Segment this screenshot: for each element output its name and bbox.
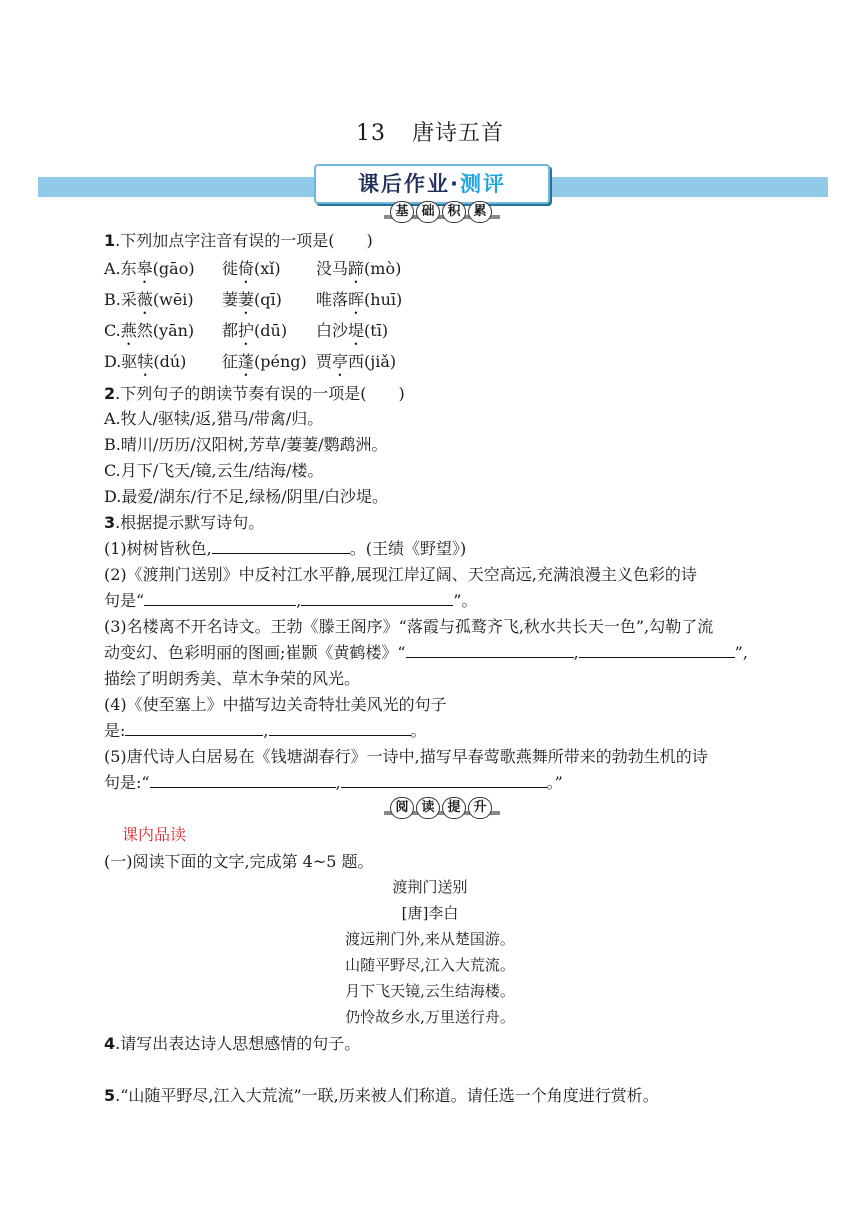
- q4-stem: 4.请写出表达诗人思想感情的句子。: [104, 1034, 361, 1053]
- poem-line: 月下飞天镜,云生结海楼。: [345, 982, 515, 1000]
- q1-option-b-3: 唯落晖(huī): [316, 290, 403, 309]
- section-char: 基: [390, 201, 414, 223]
- lesson-title: 唐诗五首: [411, 121, 504, 146]
- q3-item-3-line2: 动变幻、色彩明丽的图画;崔颢《黄鹤楼》“ , ”,: [104, 643, 748, 662]
- poem-title: 渡荆门送别: [392, 878, 468, 896]
- q2-option-d: D.最爱/湖东/行不足,绿杨/阴里/白沙堤。: [104, 487, 388, 506]
- q2-option-c: C.月下/飞天/镜,云生/结海/楼。: [104, 461, 324, 480]
- q1-option-a: A.东皋(gāo): [104, 259, 195, 278]
- q1-option-c-3: 白沙堤(tī): [316, 321, 389, 340]
- answer-blank[interactable]: [579, 643, 735, 658]
- q2-option-a: A.牧人/驱犊/返,猎马/带禽/归。: [104, 409, 324, 428]
- poem-line: 山随平野尽,江入大荒流。: [345, 956, 515, 974]
- q2-option-b: B.晴川/历历/汉阳树,芳草/萋萋/鹦鹉洲。: [104, 435, 388, 454]
- q1-option-a-2: 徙倚(xǐ): [222, 259, 281, 278]
- section-char: 积: [442, 201, 466, 223]
- homework-banner: [314, 164, 550, 204]
- answer-blank[interactable]: [301, 591, 453, 606]
- q1-option-b: B.采薇(wēi): [104, 290, 194, 309]
- q1-stem: [104, 228, 373, 251]
- q1-text: .下列加点字注音有误的一项是( ): [115, 231, 373, 250]
- q1-option-a-3: 没马蹄(mò): [316, 259, 402, 278]
- poem-line: 渡远荆门外,来从楚国游。: [345, 930, 515, 948]
- answer-blank[interactable]: [406, 643, 574, 658]
- answer-blank[interactable]: [341, 773, 547, 788]
- answer-blank[interactable]: [150, 773, 336, 788]
- section-char: 提: [442, 797, 466, 819]
- q2-stem: 2.下列句子的朗读节奏有误的一项是( ): [104, 384, 405, 403]
- q3-item-4-line1: (4)《使至塞上》中描写边关奇特壮美风光的句子: [104, 695, 447, 714]
- section-char: 升: [468, 797, 492, 819]
- reading-intro: (一)阅读下面的文字,完成第 4~5 题。: [104, 852, 374, 871]
- answer-blank[interactable]: [144, 591, 296, 606]
- q3-item-3-line3: 描绘了明朗秀美、草木争荣的风光。: [104, 669, 361, 688]
- answer-blank[interactable]: [212, 539, 350, 554]
- q1-option-d-3: 贾亭西(jiǎ): [316, 352, 397, 371]
- q3-item-1: (1)树树皆秋色, 。(王绩《野望》): [104, 539, 467, 558]
- q1-option-c: C.燕然(yān): [104, 321, 195, 340]
- q1-option-d: D.驱犊(dú): [104, 352, 187, 371]
- section-reading-heading: [390, 797, 492, 819]
- reading-label: 课内品读: [122, 825, 187, 844]
- q1-option-b-2: 萋萋(qī): [222, 290, 282, 309]
- section-char: 累: [468, 201, 492, 223]
- q3-stem: 3.根据提示默写诗句。: [104, 513, 265, 532]
- section-char: 阅: [390, 797, 414, 819]
- section-basic-heading: [390, 201, 492, 223]
- q5-stem: 5.“山随平野尽,江入大荒流”一联,历来被人们称道。请任选一个角度进行赏析。: [104, 1086, 659, 1105]
- q3-item-5-line2: 句是:“ , 。”: [104, 773, 563, 792]
- poem-author: [唐]李白: [401, 904, 459, 922]
- q1-option-d-2: 征蓬(péng): [222, 352, 307, 371]
- q1-number: 1: [104, 231, 116, 250]
- poem-line: 仍怜故乡水,万里送行舟。: [345, 1008, 515, 1026]
- section-char: 读: [416, 797, 440, 819]
- lesson-number: 13: [355, 121, 386, 146]
- q3-item-3-line1: (3)名楼离不开名诗文。王勃《滕王阁序》“落霞与孤鹜齐飞,秋水共长天一色”,勾勒了流: [104, 617, 714, 636]
- answer-blank[interactable]: [269, 721, 411, 736]
- q3-item-5-line1: (5)唐代诗人白居易在《钱塘湖春行》一诗中,描写早春莺歌燕舞所带来的勃勃生机的诗: [104, 747, 708, 766]
- q3-item-2-line2: 句是“ , ”。: [104, 591, 478, 610]
- banner-text-2: 测评: [459, 172, 506, 196]
- banner-text-1: 课后作业·: [358, 172, 460, 196]
- q3-item-2-line1: (2)《渡荆门送别》中反衬江水平静,展现江岸辽阔、天空高远,充满浪漫主义色彩的诗: [104, 565, 697, 584]
- page-title: [0, 116, 860, 147]
- answer-blank[interactable]: [125, 721, 263, 736]
- q1-option-c-2: 都护(dū): [222, 321, 288, 340]
- q3-item-4-line2: 是: , 。: [104, 721, 427, 740]
- section-char: 础: [416, 201, 440, 223]
